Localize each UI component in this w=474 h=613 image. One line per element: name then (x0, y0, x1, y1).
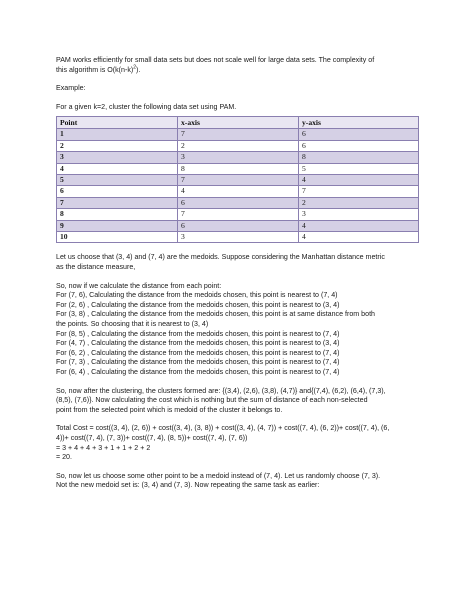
cell-y: 4 (299, 175, 419, 186)
cluster-paragraph: So, now after the clustering, the clusters formed are: {(3,4), (2,6), (3,8), (4,7)} and{(7,4), (6,2), (6,4), (7,3), (8,5), (7,6)}. Now calculating the cost which is nothing but the sum of distance of each non-selected point from the selected point which is medoid of the cluster it belongs to. (56, 386, 386, 414)
cell-point: 4 (57, 163, 178, 174)
cell-y: 8 (299, 152, 419, 163)
cell-point: 6 (57, 186, 178, 197)
cell-point: 8 (57, 209, 178, 220)
cell-y: 6 (299, 129, 419, 140)
cost-paragraph: Total Cost = cost((3, 4), (2, 6)) + cost((3, 4), (3, 8)) + cost((3, 4), (4, 7)) + cost((7, 4), (6, 2))+ cost((7, 4), (6, 4))+ cost((7, 4), (7, 3))+ cost((7, 4), (8, 5))+ cost((7, 4), (7, 6)) = 3 + 4 + 4 + 3 + 1 + 1 + 2 + 2 = 20. (56, 424, 390, 462)
intro-paragraph (56, 56, 418, 75)
table-row (57, 175, 419, 186)
cell-x: 8 (178, 163, 299, 174)
cell-y: 7 (299, 186, 419, 197)
cell-x: 7 (178, 129, 299, 140)
cell-y: 5 (299, 163, 419, 174)
cell-x: 2 (178, 140, 299, 151)
cell-point: 9 (57, 220, 178, 231)
header-x-axis: x-axis (178, 117, 299, 129)
cell-x: 3 (178, 232, 299, 243)
distance-paragraph: So, now if we calculate the distance from each point: For (7, 6), Calculating the distance from the medoids chosen, this point is nearest to (7, 4) For (2, 6) , Calculating the distance from the medoids chosen, this point is nearest to (3, 4) For (3, 8) , Calculating the distance from the medoids chosen, this point is at same distance from both the points. So choosing that it is nearest to (3, 4) For (8, 5) , Calculating the distance from the medoids chosen, this point is nearest to (7, 4) For (4, 7) , Calculating the distance from the medoids chosen, this point is nearest to (3, 4) For (6, 2) , Calculating the distance from the medoids chosen, this point is nearest to (7, 4) For (7, 3) , Calculating the distance from the medoids chosen, this point is nearest to (7, 4) For (6, 4) , Calculating the distance from the medoids chosen, this point is nearest to (7, 4) (56, 281, 375, 376)
table-row (57, 152, 419, 163)
table-row (57, 197, 419, 208)
final-paragraph: So, now let us choose some other point to be a medoid instead of (7, 4). Let us randomly choose (7, 3). Not the new medoid set is: (3, 4) and (7, 3). Now repeating the same task as earlier: (56, 471, 381, 490)
cell-y: 2 (299, 197, 419, 208)
dataset-table (56, 116, 419, 243)
table-row (57, 186, 419, 197)
table-row (57, 129, 419, 140)
example-label: Example: (56, 84, 86, 93)
cell-y: 3 (299, 209, 419, 220)
table-row (57, 232, 419, 243)
cell-x: 6 (178, 197, 299, 208)
cell-y: 4 (299, 220, 419, 231)
cell-x: 4 (178, 186, 299, 197)
cell-point: 5 (57, 175, 178, 186)
cell-y: 4 (299, 232, 419, 243)
table-header-row (57, 117, 419, 129)
header-y-axis: y-axis (299, 117, 419, 129)
task-statement: For a given k=2, cluster the following data set using PAM. (56, 102, 237, 111)
cell-y: 6 (299, 140, 419, 151)
cell-x: 6 (178, 220, 299, 231)
table-row (57, 163, 419, 174)
cell-point: 2 (57, 140, 178, 151)
document-page (56, 56, 418, 491)
cell-point: 10 (57, 232, 178, 243)
cell-x: 3 (178, 152, 299, 163)
intro-line-2: this algorithm is $O(k(n-k)^2)$. (56, 64, 141, 74)
table-row (57, 209, 419, 220)
cell-point: 3 (57, 152, 178, 163)
table-row (57, 220, 419, 231)
cell-point: 1 (57, 129, 178, 140)
cell-point: 7 (57, 197, 178, 208)
medoid-paragraph: Let us choose that (3, 4) and (7, 4) are the medoids. Suppose considering the Manhattan distance metric as the distance measure, (56, 253, 385, 272)
cell-x: 7 (178, 209, 299, 220)
cell-x: 7 (178, 175, 299, 186)
intro-line-1: PAM works efficiently for small data sets but does not scale well for large data sets. The complexity of (56, 56, 375, 64)
table-row (57, 140, 419, 151)
header-point: Point (57, 117, 178, 129)
